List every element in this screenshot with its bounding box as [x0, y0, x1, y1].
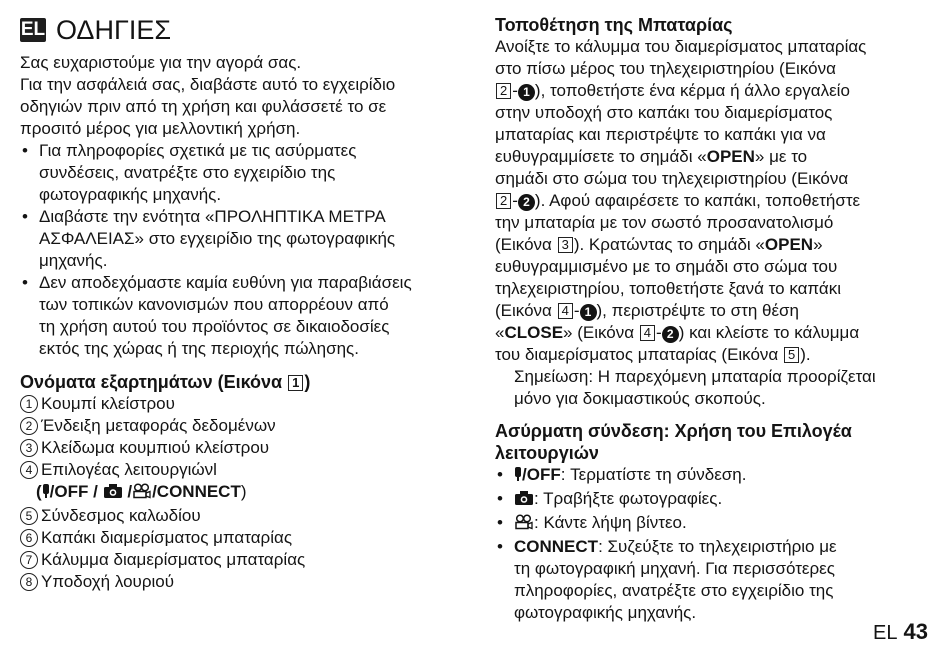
- step-marker: 1: [518, 84, 535, 101]
- note-item: [20, 206, 466, 272]
- text-seg: ). Κρατώντας το σημάδι «: [573, 235, 765, 254]
- paren-open: (: [36, 482, 42, 501]
- power-icon: [514, 466, 522, 488]
- text-seg: ).: [800, 345, 811, 364]
- text-line: [495, 322, 935, 344]
- part-number: 2: [20, 417, 38, 435]
- step-marker: 2: [518, 194, 535, 211]
- text-line: τη φωτογραφική μηχανή. Για περισσότερες: [514, 559, 835, 578]
- part-label: Κουμπί κλείστρου: [41, 394, 175, 413]
- text-seg: ), τοποθετήστε ένα κέρμα ή άλλο εργαλείο: [534, 81, 850, 100]
- text-seg: (Εικόνα: [495, 301, 552, 320]
- parts-list: [20, 393, 466, 593]
- note-line: τη χρήση αυτού του προϊόντος σε δικαιοδοσίες: [39, 317, 390, 336]
- text-seg: »: [813, 235, 823, 254]
- mode-off: /OFF: [49, 482, 89, 501]
- part-label: Κάλυμμα διαμερίσματος μπαταρίας: [41, 550, 306, 569]
- text-seg: ). Αφού αφαιρέσετε το καπάκι, τοποθετήστε: [534, 191, 861, 210]
- left-column: [20, 14, 466, 593]
- text-line: πληροφορίες, ανατρέξτε στο εγχειρίδιο της: [514, 581, 834, 600]
- part-label: Κλείδωμα κουμπιού κλείστρου: [41, 438, 270, 457]
- text-line: στο πίσω μέρος του τηλεχειριστηρίου (Εικόνα: [495, 59, 836, 78]
- part-label: Ένδειξη μεταφοράς δεδομένων: [41, 416, 276, 435]
- text-line: [495, 80, 935, 102]
- note-line: μηχανής.: [39, 251, 108, 270]
- mode-item-off: [495, 464, 935, 488]
- text-seg: » με το: [754, 147, 808, 166]
- text-line: [495, 234, 935, 256]
- mode-desc: : Συζεύξτε το τηλεχειριστήριο με: [598, 537, 837, 556]
- dash: -: [656, 323, 662, 342]
- part-label: Καπάκι διαμερίσματος μπαταρίας: [41, 528, 293, 547]
- parts-heading-end: ): [304, 372, 311, 392]
- mode-desc: : Τερματίστε τη σύνδεση.: [560, 465, 747, 484]
- parts-heading: [20, 371, 466, 393]
- mode-connect: CONNECT: [514, 537, 599, 556]
- part-number: 4: [20, 461, 38, 479]
- power-icon: [42, 483, 50, 505]
- intro-line: προσιτό μέρος για μελλοντική χρήση.: [20, 119, 301, 138]
- text-line: Ανοίξτε το κάλυμμα του διαμερίσματος μπαταρίας: [495, 37, 867, 56]
- note-line: φωτογραφικής μηχανής.: [39, 185, 222, 204]
- note-line: ΑΣΦΑΛΕΙΑΣ» στο εγχειρίδιο της φωτογραφικής: [39, 229, 396, 248]
- text-line: την μπαταρία με τον σωστό προσανατολισμό: [495, 213, 834, 232]
- wireless-heading-line: Ασύρματη σύνδεση: Χρήση του Επιλογέα: [495, 421, 852, 441]
- camera-icon: [514, 490, 534, 512]
- part-label: Επιλογέας λειτουργιώνl: [41, 460, 217, 479]
- text-line: φωτογραφικής μηχανής.: [514, 603, 697, 622]
- mode-desc: : Τραβήξτε φωτογραφίες.: [534, 489, 723, 508]
- note-line: • Δεν αποδεχόμαστε καμία ευθύνη για παραβιάσεις: [39, 273, 412, 292]
- figure-ref: 1: [288, 375, 303, 391]
- dash: -: [512, 81, 518, 100]
- figure-ref: 5: [784, 347, 799, 363]
- note-line: μόνο για δοκιμαστικούς σκοπούς.: [514, 389, 766, 408]
- part-item: [20, 505, 466, 527]
- part-label: Σύνδεσμος καλωδίου: [41, 506, 201, 525]
- part-number: 8: [20, 573, 38, 591]
- intro-line: Για την ασφάλειά σας, διαβάστε αυτό το εγχειρίδιο: [20, 75, 396, 94]
- page-title: [20, 14, 466, 46]
- part-number: 6: [20, 529, 38, 547]
- notes-list: [20, 140, 466, 360]
- mode-item-photo: [495, 488, 935, 512]
- page-number: 43: [903, 619, 928, 644]
- text-line: ευθυγραμμισμένο με το σημάδι στο σώμα του: [495, 257, 838, 276]
- part-item: [20, 393, 466, 415]
- part-number: 5: [20, 507, 38, 525]
- figure-ref: 2: [496, 83, 511, 99]
- part-label: Υποδοχή λουριού: [41, 572, 175, 591]
- text-seg: » (Εικόνα: [563, 323, 635, 342]
- note-line: των τοπικών κανονισμών που απορρέουν από: [39, 295, 389, 314]
- mode-slash: /: [93, 482, 98, 501]
- part-item: [20, 571, 466, 593]
- text-seg: ) και κλείστε το κάλυμμα: [678, 323, 860, 342]
- mode-off: /OFF: [522, 465, 561, 484]
- wireless-heading-line: λειτουργιών: [495, 443, 599, 463]
- figure-ref: 4: [558, 303, 573, 319]
- part-item: [20, 527, 466, 549]
- wireless-heading: [495, 420, 935, 464]
- part-number: 1: [20, 395, 38, 413]
- mode-connect: /CONNECT: [152, 482, 241, 501]
- dash: -: [512, 191, 518, 210]
- mode-desc: : Κάντε λήψη βίντεο.: [534, 513, 687, 532]
- part-number: 3: [20, 439, 38, 457]
- text-line: στην υποδοχή στο καπάκι του διαμερίσματος: [495, 103, 833, 122]
- video-icon: [514, 514, 534, 536]
- note-line: • Για πληροφορίες σχετικά με τις ασύρματες: [39, 141, 357, 160]
- part-item: [20, 459, 466, 481]
- part-item: [20, 549, 466, 571]
- text-line: [495, 146, 935, 168]
- text-line: τηλεχειριστηρίου, τοποθετήστε ξανά το καπάκι: [495, 279, 842, 298]
- note-line: • Διαβάστε την ενότητα «ΠΡΟΛΗΠΤΙΚΑ ΜΕΤΡΑ: [39, 207, 386, 226]
- note-item: [20, 140, 466, 206]
- part-item: [20, 415, 466, 437]
- camera-icon: [103, 483, 123, 505]
- title-text: ΟΔΗΓΙΕΣ: [56, 15, 172, 45]
- intro-line: Σας ευχαριστούμε για την αγορά σας.: [20, 53, 302, 72]
- battery-heading: Τοποθέτηση της Μπαταρίας: [495, 15, 733, 35]
- step-marker: 1: [580, 304, 597, 321]
- step-marker: 2: [662, 326, 679, 343]
- parts-heading-text: Ονόματα εξαρτημάτων (Εικόνα: [20, 372, 283, 392]
- language-badge: EL: [20, 19, 46, 40]
- note-line: συνδέσεις, ανατρέξτε στο εγχειρίδιο της: [39, 163, 336, 182]
- part-item: [20, 437, 466, 459]
- text-line: [495, 344, 935, 366]
- mode-slash: /: [127, 482, 133, 501]
- text-seg: (Εικόνα: [495, 235, 552, 254]
- dash: -: [573, 301, 580, 320]
- text-line: σημάδι στο σώμα του τηλεχειριστηρίου (Εικόνα: [495, 169, 849, 188]
- video-icon: [132, 483, 152, 505]
- footer-lang: EL: [873, 622, 898, 644]
- mode-list: [20, 481, 466, 505]
- text-line: [495, 300, 935, 322]
- close-mark: CLOSE: [504, 323, 564, 342]
- note-item: [20, 272, 466, 360]
- intro-line: οδηγιών πριν από τη χρήση και φυλάσσετέ το σε: [20, 97, 387, 116]
- text-seg: «: [495, 323, 505, 342]
- open-mark: OPEN: [706, 147, 755, 166]
- note-line: εκτός της χώρας ή της περιοχής πώλησης.: [39, 339, 359, 358]
- text-line: [495, 190, 935, 212]
- wireless-modes-list: [495, 464, 935, 624]
- figure-ref: 3: [558, 237, 573, 253]
- text-line: μπαταρίας και περιστρέψτε το καπάκι για να: [495, 125, 826, 144]
- battery-instructions: [495, 36, 935, 410]
- part-number: 7: [20, 551, 38, 569]
- note-line: Σημείωση: Η παρεχόμενη μπαταρία προορίζεται: [514, 367, 876, 386]
- page-footer: [873, 619, 928, 646]
- text-seg: ), περιστρέψτε το στη θέση: [596, 301, 799, 320]
- mode-item-video: [495, 512, 935, 536]
- figure-ref: 4: [640, 325, 655, 341]
- figure-ref: 2: [496, 193, 511, 209]
- open-mark: OPEN: [764, 235, 814, 254]
- paren-close: ): [240, 482, 247, 501]
- text-seg: ευθυγραμμίσετε το σημάδι «: [495, 147, 707, 166]
- mode-item-connect: [495, 536, 935, 624]
- text-seg: του διαμερίσματος μπαταρίας (Εικόνα: [495, 345, 779, 364]
- right-column: [495, 14, 935, 624]
